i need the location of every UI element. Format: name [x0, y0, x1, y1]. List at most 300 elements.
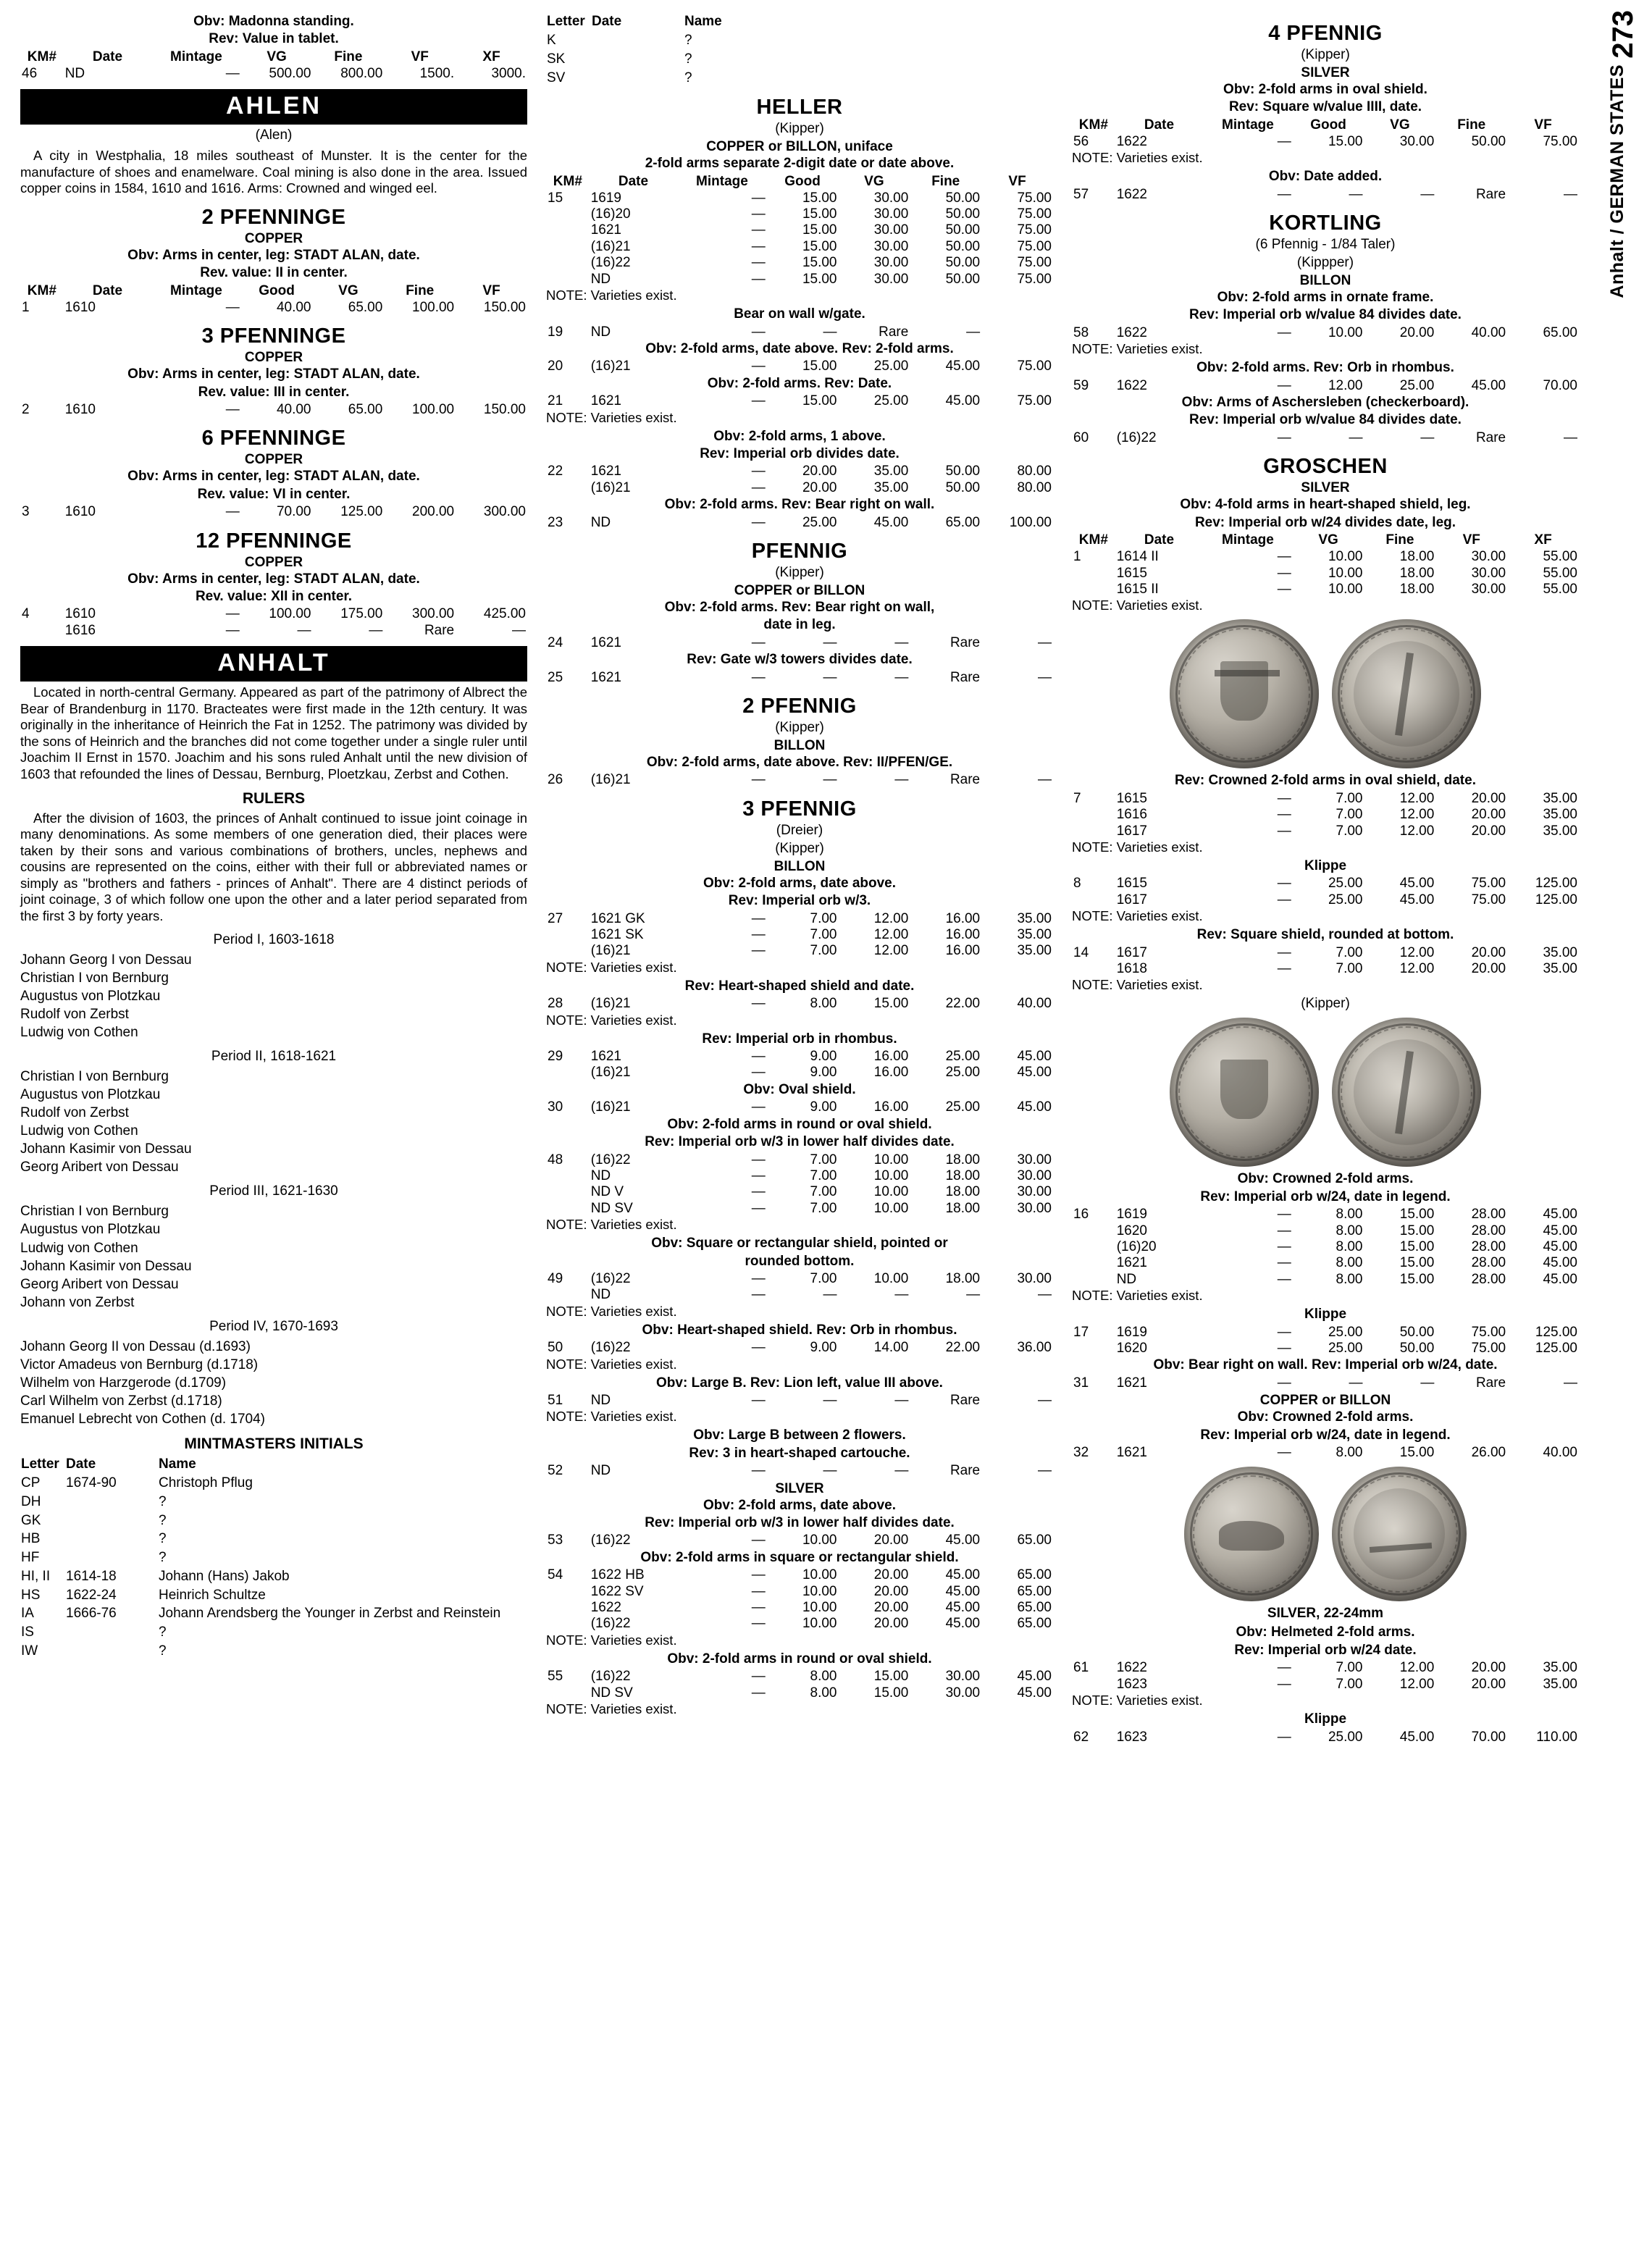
cell-good: 9.00 — [810, 1065, 837, 1081]
col-km: KM# — [553, 173, 582, 189]
cell-km: 51 — [548, 1392, 563, 1408]
page-columns — [20, 13, 1632, 1745]
table-row — [20, 1567, 527, 1586]
cell-mintage: — — [225, 622, 240, 638]
cell-vg: 10.00 — [1328, 581, 1363, 597]
table-row — [1072, 945, 1579, 961]
desc-line: Rev. value: VI in center. — [197, 486, 351, 502]
table-row — [20, 1642, 527, 1661]
pfennig3-sub-table — [546, 1049, 1053, 1081]
cell-date: (16)21 — [590, 479, 631, 495]
column-2 — [546, 13, 1053, 1720]
table-row — [546, 1533, 1053, 1548]
cell-vg: 35.00 — [873, 464, 909, 479]
cell-km — [546, 272, 590, 288]
cell-vg: 12.00 — [873, 943, 909, 959]
cell-fine: Rare — [1475, 186, 1506, 202]
cell-good: — — [823, 772, 837, 788]
denom-12-pfenninge: 12 PFENNINGE — [196, 529, 352, 553]
cell-vf: 75.00 — [1543, 133, 1577, 149]
rulers-list — [20, 1068, 527, 1176]
cell-xf: 45.00 — [1543, 1271, 1577, 1287]
cell-vf: 20.00 — [1471, 960, 1506, 976]
cell-fine: 50.00 — [1399, 1341, 1435, 1357]
cell-fine: 12.00 — [1399, 790, 1435, 806]
table-row — [546, 1099, 1053, 1115]
heller-sub-table — [546, 359, 1053, 374]
metal-copper-billon: COPPER or BILLON — [1259, 1393, 1391, 1409]
dreier-label: (Dreier) — [776, 822, 823, 838]
cell-name: ? — [684, 51, 692, 67]
rulers-heading: RULERS — [242, 789, 306, 807]
table-row — [546, 927, 1053, 943]
cell-fine: 30.00 — [945, 1669, 981, 1685]
cell-xf: 55.00 — [1543, 581, 1577, 597]
cell-km: 25 — [548, 669, 563, 685]
table-row — [546, 772, 1053, 788]
cell-date: (16)21 — [590, 772, 631, 788]
cell-km — [546, 1201, 590, 1217]
coin-photo-pair-1 — [1072, 619, 1579, 768]
metal-silver: SILVER — [775, 1480, 824, 1496]
denom-3-pfenninge: 3 PFENNINGE — [201, 324, 346, 348]
mintmasters-heading: MINTMASTERS INITIALS — [184, 1435, 364, 1453]
cell-fine: 16.00 — [945, 943, 981, 959]
rulers-list — [20, 1338, 527, 1428]
cell-letter: CP — [21, 1475, 41, 1491]
cell-mintage: — — [1277, 133, 1291, 149]
metal-copper: COPPER — [244, 554, 303, 570]
cell-letter: IW — [21, 1643, 38, 1659]
cell-fine: 40.00 — [1471, 324, 1506, 340]
cell-vf: — — [1038, 669, 1052, 685]
cell-fine: 45.00 — [1399, 892, 1435, 907]
cell-fine: 18.00 — [945, 1184, 981, 1200]
desc-line: Rev: Imperial orb w/24 date. — [1234, 1642, 1417, 1658]
top-entry-obv: Obv: Madonna standing. — [193, 14, 354, 29]
desc-line: Obv: Crowned 2-fold arms. — [1237, 1409, 1414, 1425]
pfennig3-table — [546, 911, 1053, 960]
cell-date: 1622 — [1116, 133, 1147, 149]
column-3 — [1072, 13, 1622, 1745]
col-vf: VF — [1008, 173, 1026, 189]
cell-vg: 7.00 — [1336, 960, 1363, 976]
cell-xf: 125.00 — [1535, 1324, 1577, 1340]
cell-good: 9.00 — [810, 1099, 837, 1115]
cell-date: 1621 — [590, 669, 621, 685]
cell-mintage: — — [1277, 565, 1291, 581]
cell-date: 1622 — [1116, 1660, 1147, 1676]
cell-vg: — — [894, 772, 909, 788]
desc-line: Obv: Crowned 2-fold arms. — [1237, 1171, 1414, 1187]
cell-good: 7.00 — [810, 1167, 837, 1183]
cell-fine: 18.00 — [945, 1270, 981, 1286]
cell-date: ND — [590, 1463, 611, 1479]
col-mintage: Mintage — [1222, 532, 1274, 548]
col-fine: Fine — [1385, 532, 1414, 548]
desc-line: Obv: Arms of Aschersleben (checkerboard). — [1181, 395, 1469, 411]
cell-fine: Rare — [1475, 429, 1506, 445]
cell-mintage: — — [751, 1049, 766, 1065]
cell-mintage: — — [751, 206, 766, 222]
cell-km — [546, 1600, 590, 1616]
cell-km: 61 — [1073, 1660, 1089, 1676]
list-item: Rudolf von Zerbst — [20, 1006, 129, 1022]
top-entry-rev: Rev: Value in tablet. — [209, 31, 339, 47]
cell-vf: — — [1038, 1392, 1052, 1408]
period-label: Period III, 1621-1630 — [209, 1183, 338, 1199]
cell-km: 50 — [548, 1340, 563, 1356]
cell-fine: 16.00 — [945, 927, 981, 943]
cell-km — [546, 239, 590, 255]
cell-fine: 15.00 — [1399, 1271, 1435, 1287]
list-item: Christian I von Bernburg — [20, 970, 169, 986]
cell-km: 55 — [548, 1669, 563, 1685]
rulers-intro: After the division of 1603, the princes of Anhalt continued to issue joint coinage in many denominations. As some members of one generation died, their places were taken by their sons and various combinations of brothers, uncles, nephews and cousins are represented on the coins, either with their full or abbreviated names or simply as "brothers and fathers - princes of Anhalt". There are 4 distinct periods of joint coinage, 3 of which follow one upon the other and a later period separated from the first 3 by forty years. — [20, 810, 527, 923]
cell-date: 1617 — [1116, 892, 1147, 907]
cell-date: ND — [590, 514, 611, 530]
desc-line: Rev: Gate w/3 towers divides date. — [687, 652, 913, 668]
desc-line: Obv: Arms in center, leg: STADT ALAN, date. — [127, 366, 420, 382]
cell-date: 1622 — [1116, 377, 1147, 393]
desc-line: Obv: 2-fold arms, date above. — [703, 1497, 897, 1513]
cell-vf: 150.00 — [483, 299, 526, 315]
table-row — [1072, 1677, 1579, 1693]
table-row — [546, 943, 1053, 959]
cell-mintage: — — [751, 393, 766, 409]
table-row — [1072, 325, 1579, 341]
cell-date: 1621 — [590, 464, 621, 479]
col-vg: VG — [1390, 117, 1410, 133]
col-km: KM# — [27, 49, 56, 64]
denom-pfennig: PFENNIG — [751, 539, 848, 563]
cell-date: ND — [64, 65, 85, 81]
table-row — [546, 31, 1053, 50]
table-header-row — [1072, 532, 1579, 549]
cell-vf: 36.00 — [1017, 1340, 1052, 1356]
cell-date: (16)21 — [590, 359, 631, 374]
denom-4-pfennig: 4 PFENNIG — [1268, 22, 1383, 45]
cell-fine: 12.00 — [1399, 1660, 1435, 1676]
cell-good: — — [823, 324, 837, 340]
cell-mintage: — — [751, 479, 766, 495]
table-row — [546, 359, 1053, 374]
cell-date: 1614-18 — [66, 1568, 117, 1584]
cell-date: ND V — [590, 1184, 624, 1200]
cell-date: 1620 — [1116, 1223, 1147, 1238]
cell-vf: 20.00 — [1471, 944, 1506, 960]
cell-good: 10.00 — [1328, 324, 1363, 340]
table-row — [546, 1201, 1053, 1217]
col-good: Good — [1310, 117, 1346, 133]
col-vf: VF — [411, 49, 429, 64]
list-item: Johann von Zerbst — [20, 1294, 135, 1310]
cell-vf: 75.00 — [1017, 359, 1052, 374]
groschen-sub1-table — [1072, 791, 1579, 839]
cell-mintage: — — [751, 1287, 766, 1303]
heller-sub-table — [546, 515, 1053, 531]
desc-line: Obv: Arms in center, leg: STADT ALAN, date. — [127, 571, 420, 587]
cell-vf: — — [1564, 186, 1577, 202]
cell-fine: 50.00 — [945, 206, 981, 222]
cell-mintage: — — [751, 271, 766, 287]
cell-fine: 100.00 — [412, 401, 455, 417]
cell-name: ? — [159, 1550, 167, 1566]
cell-mintage: — — [751, 1463, 766, 1479]
cell-km — [546, 480, 590, 496]
cell-xf: 35.00 — [1543, 960, 1577, 976]
kipper-label: (Kipper) — [775, 840, 824, 856]
desc-line: Rev: Imperial orb in rhombus. — [702, 1031, 897, 1047]
cell-vf: 65.00 — [1017, 1533, 1052, 1548]
desc-line: Obv: Arms in center, leg: STADT ALAN, date. — [127, 247, 420, 263]
metal-copper: COPPER — [244, 350, 303, 366]
desc-line: Rev: Square w/value IIII, date. — [1228, 99, 1422, 115]
anhalt-intro: Located in north-central Germany. Appeared as part of the patrimony of Albrect the Bear of Brandenburg in 1170. Bracteates were first made in the 12th century. It was originally in the inheritance of Heinrich the Fat in 1252. The patrimony was divided by the sons of Heinrich and the branches did not come together under a single ruler until Joachim II Ernst in 1570. Joachim and his sons ruled Anhalt until the new division of 1603 that refounded the lines of Dessau, Bernburg, Ploetzkau, Zerbst and Cothen. — [20, 684, 527, 781]
cell-km: 1 — [22, 299, 30, 315]
cell-vg: — — [894, 1287, 909, 1303]
cell-mintage: — — [751, 1616, 766, 1632]
cell-mintage: — — [751, 1099, 766, 1115]
cell-km: 28 — [548, 996, 563, 1012]
column-1 — [20, 13, 527, 1661]
cell-vf: 65.00 — [1017, 1616, 1052, 1632]
cell-vg: 8.00 — [1336, 1255, 1363, 1271]
cell-mintage: — — [1277, 1676, 1291, 1692]
cell-km — [546, 927, 590, 943]
note-varieties: NOTE: Varieties exist. — [546, 1012, 677, 1028]
cell-letter: HF — [21, 1550, 40, 1566]
desc-line: Obv: Oval shield. — [743, 1081, 856, 1097]
desc-line: Rev. value: XII in center. — [195, 588, 353, 604]
cell-name: Johann (Hans) Jakob — [159, 1568, 290, 1584]
table-row — [546, 1287, 1053, 1303]
cell-mintage: — — [751, 1583, 766, 1599]
table-row — [546, 222, 1053, 238]
table-row — [1072, 1445, 1579, 1461]
cell-good: 20.00 — [802, 479, 837, 495]
pfennig3-silver3-table — [546, 1669, 1053, 1701]
cell-date: ND — [590, 324, 611, 340]
desc-line: Obv: 2-fold arms. Rev: Date. — [707, 375, 892, 391]
cell-fine: — — [966, 1287, 981, 1303]
cell-xf: 35.00 — [1543, 944, 1577, 960]
cell-vf: 45.00 — [1017, 1065, 1052, 1081]
cell-km: 21 — [548, 393, 563, 409]
ahlen-alt-name: (Alen) — [255, 127, 293, 143]
cell-km: 16 — [1073, 1207, 1089, 1223]
cell-good: 15.00 — [802, 271, 837, 287]
cell-date: 1610 — [64, 504, 96, 520]
desc-line: Obv: 4-fold arms in heart-shaped shield, leg. — [1180, 497, 1471, 513]
cell-vg: 7.00 — [1336, 944, 1363, 960]
cell-good: 9.00 — [810, 1049, 837, 1065]
list-item: Georg Aribert von Dessau — [20, 1160, 179, 1175]
list-item: Georg Aribert von Dessau — [20, 1276, 179, 1292]
groschen-klippe3-table — [1072, 1730, 1579, 1745]
col-date: Date — [66, 1456, 96, 1472]
denom-2-pfennig: 2 PFENNIG — [742, 695, 857, 718]
cell-fine: 50.00 — [945, 222, 981, 238]
cell-date: (16)22 — [590, 1340, 631, 1356]
cell-fine: 12.00 — [1399, 807, 1435, 823]
cell-good: 10.00 — [802, 1533, 837, 1548]
cell-name: ? — [159, 1493, 167, 1509]
cell-date: ND SV — [590, 1685, 633, 1701]
cell-vf: 30.00 — [1017, 1184, 1052, 1200]
cell-fine: 65.00 — [945, 514, 981, 530]
table-row — [546, 515, 1053, 531]
coin-obverse-image — [1170, 1018, 1319, 1167]
cell-date: 1621 — [590, 222, 621, 238]
cell-fine: 15.00 — [1399, 1445, 1435, 1461]
cell-xf: 35.00 — [1543, 790, 1577, 806]
cell-mintage: — — [751, 927, 766, 943]
note-varieties: NOTE: Varieties exist. — [546, 1217, 677, 1233]
cell-vf: 28.00 — [1471, 1255, 1506, 1271]
table-row — [546, 670, 1053, 686]
cell-km — [1072, 566, 1115, 582]
cell-good: — — [823, 1392, 837, 1408]
table-row — [546, 239, 1053, 255]
note-varieties: NOTE: Varieties exist. — [546, 1303, 677, 1319]
cell-good: 15.00 — [1328, 133, 1363, 149]
groschen-sub3-table — [1072, 1207, 1579, 1288]
cell-mintage: — — [1277, 1445, 1291, 1461]
cell-good: 10.00 — [802, 1567, 837, 1583]
cell-vg: — — [894, 1463, 909, 1479]
cell-fine: 25.00 — [945, 1049, 981, 1065]
cell-name: Johann Arendsberg the Younger in Zerbst and Reinstein — [159, 1606, 501, 1622]
coin-inner-field — [1354, 1488, 1445, 1580]
cell-vg: — — [1349, 1375, 1363, 1391]
note-varieties: NOTE: Varieties exist. — [546, 1356, 677, 1372]
cell-mintage: — — [751, 1184, 766, 1200]
cell-km — [1072, 1239, 1115, 1255]
page-number: 273 — [1607, 10, 1639, 59]
cell-vg: 25.00 — [1328, 1324, 1363, 1340]
cell-km — [1072, 823, 1115, 839]
groschen-sub4-table — [1072, 1375, 1579, 1391]
rulers-list — [20, 951, 527, 1041]
cell-mintage: — — [751, 1533, 766, 1548]
table-row — [20, 1586, 527, 1605]
table-row — [1072, 1341, 1579, 1357]
table-row — [20, 504, 527, 520]
cell-fine: 50.00 — [945, 190, 981, 206]
metal-silver-size: SILVER, 22-24mm — [1267, 1606, 1384, 1622]
kortling-sub-table — [1072, 430, 1579, 446]
cell-vg: 25.00 — [1328, 1729, 1363, 1745]
cell-vg: 45.00 — [873, 514, 909, 530]
cell-fine: 15.00 — [1399, 1207, 1435, 1223]
period-label: Period II, 1618-1621 — [211, 1048, 337, 1064]
groschen-sub5-table — [1072, 1445, 1579, 1461]
cell-date: ND — [1116, 1271, 1137, 1287]
heller-table — [546, 174, 1053, 288]
cell-fine: 45.00 — [1399, 1729, 1435, 1745]
cell-mintage: — — [751, 324, 766, 340]
cell-vf: — — [1038, 634, 1052, 650]
cell-km — [1072, 807, 1115, 823]
cell-date: 1610 — [64, 299, 96, 315]
desc-line: Rev: Crowned 2-fold arms in oval shield, date. — [1175, 773, 1476, 789]
denom-3-pfennig: 3 PFENNIG — [742, 797, 857, 821]
cell-date: 1622 HB — [590, 1567, 645, 1583]
coin-photo-pair-2 — [1072, 1018, 1579, 1167]
cell-fine: 16.00 — [945, 910, 981, 926]
cell-mintage: — — [1277, 1207, 1291, 1223]
cell-date: 1615 II — [1116, 581, 1159, 597]
col-mintage: Mintage — [170, 282, 222, 298]
note-varieties: NOTE: Varieties exist. — [546, 1409, 677, 1425]
table-row — [1072, 430, 1579, 446]
cell-good: 10.00 — [802, 1616, 837, 1632]
cell-vg: 35.00 — [873, 479, 909, 495]
table-row — [546, 1049, 1053, 1065]
col-fine: Fine — [1457, 117, 1486, 133]
pfennig3-silver-table — [546, 1533, 1053, 1548]
mintmasters-table — [20, 1456, 527, 1661]
table-row — [546, 1616, 1053, 1632]
desc-line: Obv: Date added. — [1268, 169, 1383, 185]
cell-vg: 8.00 — [1336, 1271, 1363, 1287]
desc-line: Obv: Bear right on wall. Rev: Imperial orb w/24, date. — [1153, 1357, 1498, 1373]
cell-fine: 12.00 — [1399, 1676, 1435, 1692]
cell-letter: IS — [21, 1624, 34, 1640]
pfennig3-sub-table — [546, 1099, 1053, 1115]
desc-line: Obv: 2-fold arms. Rev: Bear right on wall. — [664, 497, 935, 513]
cell-fine: 50.00 — [1399, 1324, 1435, 1340]
coin-reverse-image — [1332, 1018, 1481, 1167]
col-mintage: Mintage — [170, 49, 222, 64]
table-row — [1072, 549, 1579, 565]
list-item: Emanuel Lebrecht von Cothen (d. 1704) — [20, 1412, 265, 1427]
desc-line: Rev: Imperial orb w/value 84 divides date. — [1189, 307, 1462, 323]
cell-good: — — [823, 669, 837, 685]
cell-km: 31 — [1073, 1375, 1089, 1391]
table-row — [1072, 1255, 1579, 1271]
cell-mintage: — — [1277, 1239, 1291, 1254]
cell-xf: 125.00 — [1535, 876, 1577, 892]
cell-mintage: — — [751, 190, 766, 206]
cell-mintage: — — [751, 772, 766, 788]
cell-good: 7.00 — [810, 927, 837, 943]
cell-date — [65, 1623, 158, 1642]
cell-fine: 45.00 — [1471, 377, 1506, 393]
rulers-list — [20, 1202, 527, 1311]
desc-line: Obv: Large B between 2 flowers. — [693, 1427, 906, 1443]
col-date: Date — [618, 173, 649, 189]
table-row — [546, 1152, 1053, 1168]
cell-vf: 65.00 — [1017, 1567, 1052, 1583]
cell-vf: 70.00 — [1471, 1729, 1506, 1745]
cell-vf: — — [1564, 429, 1577, 445]
table-row — [1072, 582, 1579, 598]
table-row — [546, 206, 1053, 222]
cell-vg: 10.00 — [873, 1200, 909, 1216]
desc-line: Obv: 2-fold arms in round or oval shield. — [667, 1651, 932, 1666]
cell-fine: 50.00 — [945, 271, 981, 287]
pfennig-table — [546, 635, 1053, 651]
cell-mintage: — — [1277, 377, 1291, 393]
cell-good: 10.00 — [802, 1583, 837, 1599]
cell-vf: 80.00 — [1017, 479, 1052, 495]
cell-vf: 70.00 — [1543, 377, 1577, 393]
period-label: Period I, 1603-1618 — [213, 931, 335, 947]
cell-fine: 18.00 — [945, 1167, 981, 1183]
table-row — [1072, 1207, 1579, 1223]
